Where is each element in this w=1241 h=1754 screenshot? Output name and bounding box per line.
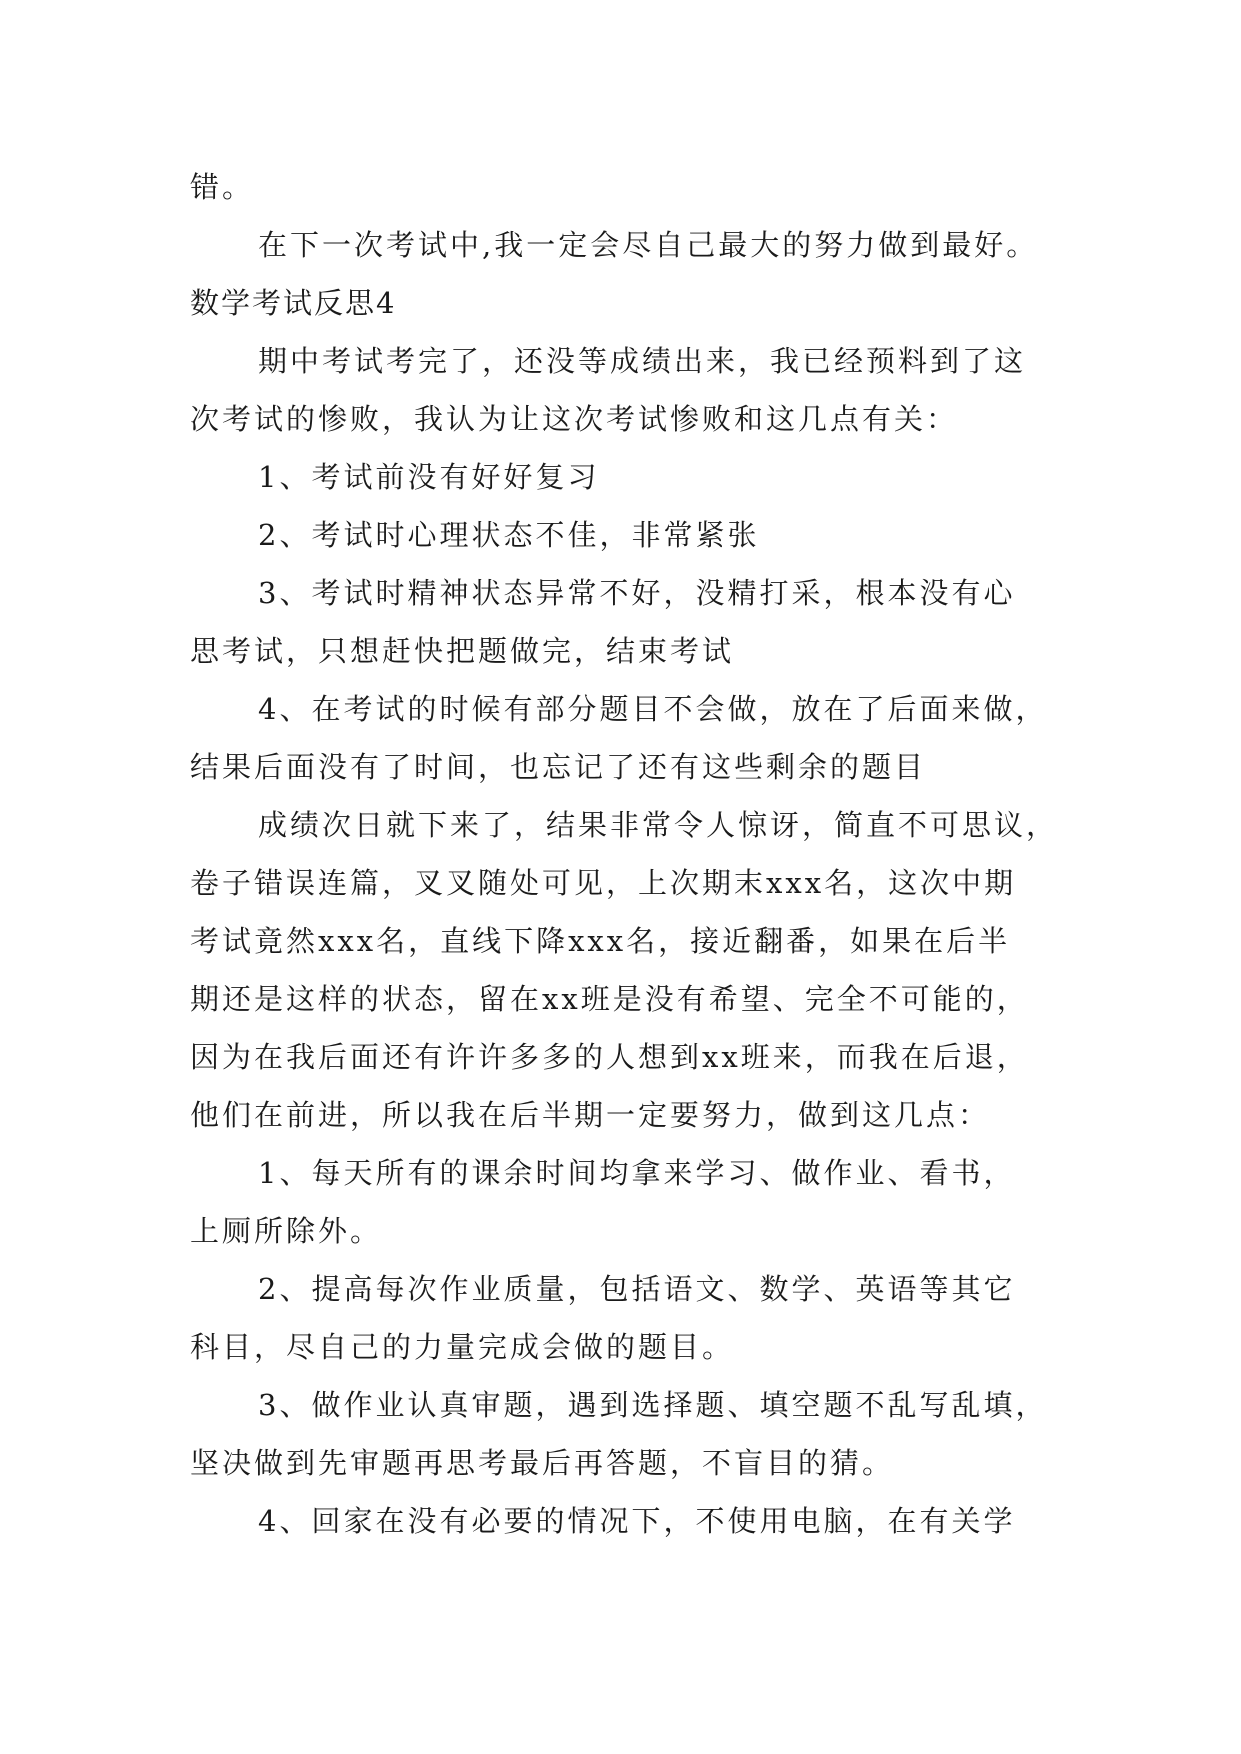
text-line: 思考试，只想赶快把题做完，结束考试 (190, 634, 735, 668)
text-line: 上厕所除外。 (190, 1214, 383, 1248)
list-item: 2、提高每次作业质量，包括语文、数学、英语等其它 (258, 1272, 1016, 1306)
text-line: 在下一次考试中,我一定会尽自己最大的努力做到最好。 (258, 228, 1039, 262)
text-line: 期还是这样的状态，留在xx班是没有希望、完全不可能的， (190, 982, 1029, 1016)
text-line: 错。 (190, 170, 255, 204)
list-item: 3、考试时精神状态异常不好，没精打采，根本没有心 (258, 576, 1016, 610)
text-line: 成绩次日就下来了，结果非常令人惊讶，简直不可思议， (258, 808, 1059, 842)
list-item: 2、考试时心理状态不佳，非常紧张 (258, 518, 760, 552)
document-body (190, 158, 1070, 1550)
list-item: 3、做作业认真审题，遇到选择题、填空题不乱写乱填， (258, 1388, 1048, 1422)
list-item: 1、每天所有的课余时间均拿来学习、做作业、看书， (258, 1156, 1016, 1190)
text-line: 结果后面没有了时间，也忘记了还有这些剩余的题目 (190, 750, 927, 784)
text-line: 卷子错误连篇，叉叉随处可见，上次期末xxx名，这次中期 (190, 866, 1017, 900)
list-item: 4、在考试的时候有部分题目不会做，放在了后面来做， (258, 692, 1048, 726)
section-heading: 数学考试反思4 (190, 286, 397, 320)
text-line: 坚决做到先审题再思考最后再答题，不盲目的猜。 (190, 1446, 895, 1480)
list-item: 4、回家在没有必要的情况下，不使用电脑，在有关学 (258, 1504, 1016, 1538)
text-line: 科目，尽自己的力量完成会做的题目。 (190, 1330, 735, 1364)
text-line: 期中考试考完了，还没等成绩出来，我已经预料到了这 (258, 344, 1027, 378)
text-line: 次考试的惨败，我认为让这次考试惨败和这几点有关： (190, 402, 959, 436)
text-line: 考试竟然xxx名，直线下降xxx名，接近翻番，如果在后半 (190, 924, 1011, 958)
text-line: 他们在前进，所以我在后半期一定要努力，做到这几点： (190, 1098, 991, 1132)
list-item: 1、考试前没有好好复习 (258, 460, 600, 494)
text-line: 因为在我后面还有许许多多的人想到xx班来，而我在后退， (190, 1040, 1029, 1074)
